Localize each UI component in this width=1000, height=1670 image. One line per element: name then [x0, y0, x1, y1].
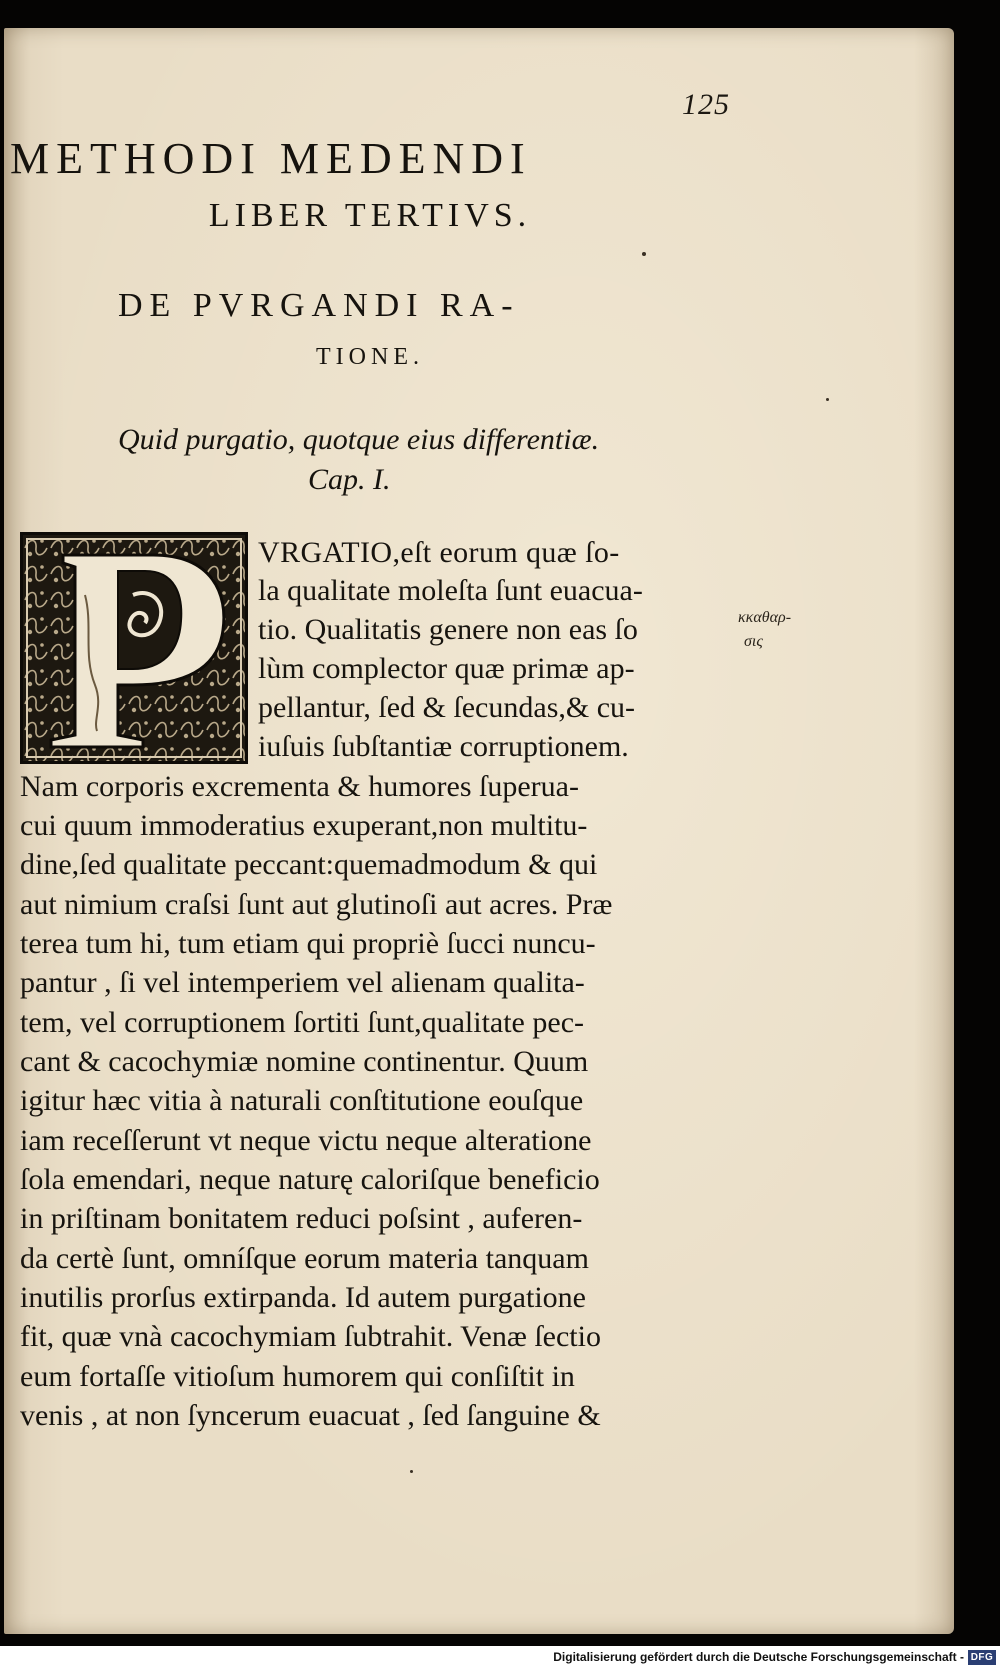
text-line: iuſuis ſubſtantiæ corruptionem. — [258, 730, 629, 763]
marginal-note-line-2: σις — [744, 633, 763, 650]
text-line: Nam corporis excrementa & humores ſuperua- — [20, 770, 579, 803]
title-line-1: METHODI MEDENDI — [10, 134, 532, 183]
text-line: cant & cacochymiæ nomine continentur. Quum — [20, 1045, 589, 1078]
text-line: in priſtinam bonitatem reduci poſsint , auferen- — [20, 1202, 583, 1235]
text-line: terea tum hi, tum etiam qui propriè ſucci nuncu- — [20, 927, 596, 960]
text-line: pantur , ſi vel intemperiem vel alienam qualita- — [20, 966, 585, 999]
footer-bar — [0, 1646, 1000, 1670]
text-line: VRGATIO,eſt eorum quæ ſo- — [258, 536, 620, 569]
text-line: fit, quæ vnà cacochymiam ſubtrahit. Venæ ſectio — [20, 1320, 601, 1353]
text-line: aut nimium craſsi ſunt aut glutinoſi aut acres. Præ — [20, 888, 613, 921]
page-number: 125 — [682, 88, 730, 121]
text-line: ſola emendari, neque naturę caloriſque beneficio — [20, 1163, 600, 1196]
text-line: dine,ſed qualitate peccant:quemadmodum & qui — [20, 848, 598, 881]
text-line: la qualitate moleſta ſunt euacua- — [258, 574, 643, 607]
marginal-note-line-1: κκαθαρ- — [738, 609, 792, 626]
dfg-logo: DFG — [968, 1650, 996, 1665]
paper-speck — [410, 1470, 413, 1473]
chapter-heading: Quid purgatio, quotque eius differentiæ. — [118, 423, 600, 456]
text-line: cui quum immoderatius exuperant,non multitu- — [20, 809, 588, 842]
text-line: lùm complector quæ primæ ap- — [258, 652, 635, 685]
text-line: iam receſſerunt vt neque victu neque alteratione — [20, 1124, 592, 1157]
text-line: eum fortaſſe vitioſum humorem qui conſiſtit in — [20, 1360, 575, 1393]
title-line-2: LIBER TERTIVS. — [208, 197, 532, 234]
text-line: tio. Qualitatis genere non eas ſo — [258, 613, 638, 646]
chapter-number: Cap. I. — [308, 463, 391, 496]
text-line: inutilis prorſus extirpanda. Id autem purgatione — [20, 1281, 586, 1314]
text-line: pellantur, ſed & ſecundas,& cu- — [258, 691, 636, 724]
text-line: tem, vel corruptionem ſortiti ſunt,qualitate pec- — [20, 1006, 584, 1039]
decorated-initial — [20, 532, 248, 764]
title-line-4: TIONE. — [316, 344, 424, 370]
marginal-note — [738, 606, 791, 654]
title-line-3: DE PVRGANDI RA- — [118, 287, 520, 324]
ornament-icon — [23, 535, 245, 761]
text-line: venis , at non ſyncerum euacuat , ſed ſanguine & — [20, 1399, 601, 1432]
text-line: igitur hæc vitia à naturali conſtitutione eouſque — [20, 1084, 584, 1117]
paper-speck — [826, 398, 829, 401]
footer-credit: Digitalisierung gefördert durch die Deutsche Forschungsgemeinschaft - — [553, 1650, 964, 1664]
text-line: da certè ſunt, omníſque eorum materia tanquam — [20, 1242, 589, 1275]
paper-speck — [642, 252, 646, 256]
